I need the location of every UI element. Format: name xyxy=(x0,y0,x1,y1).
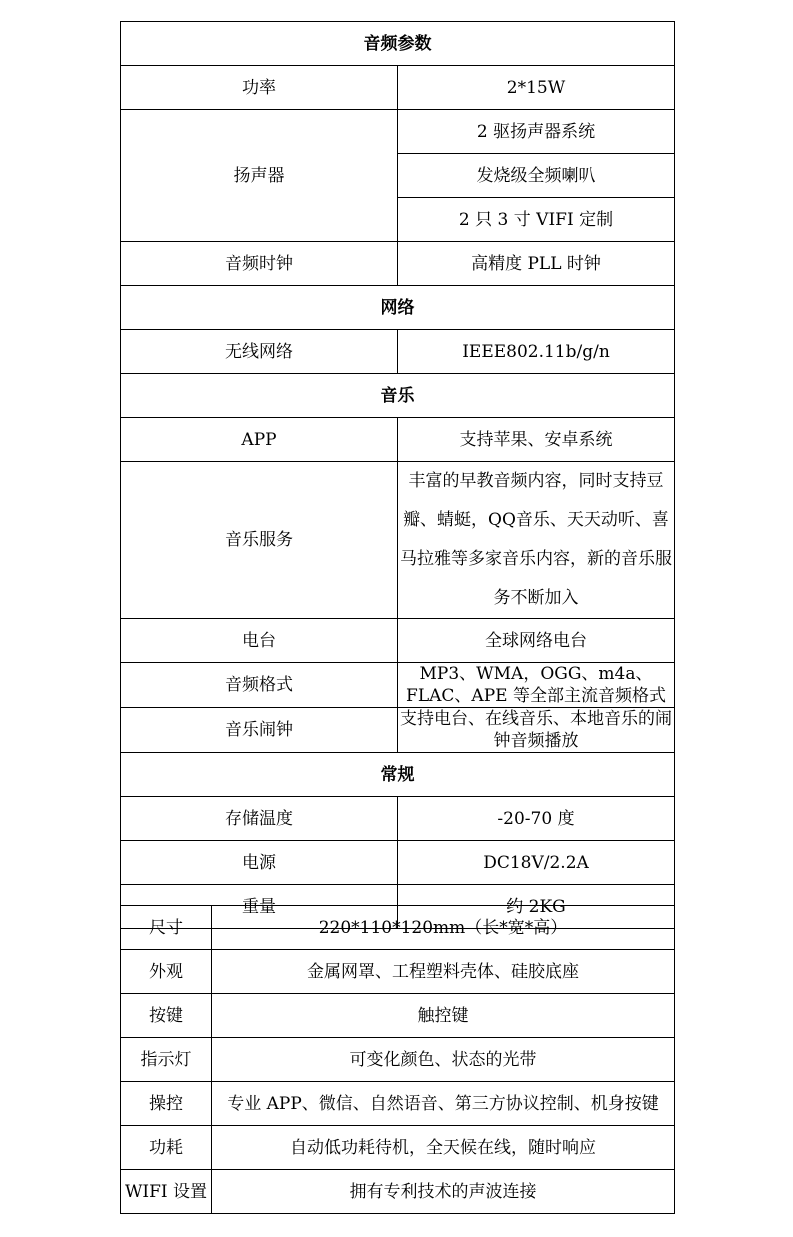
row-value-wireless: IEEE802.11b/g/n xyxy=(398,330,675,374)
section-header-general: 常规 xyxy=(121,753,675,797)
row-label-wifi: WIFI 设置 xyxy=(121,1170,212,1214)
row-value-app: 支持苹果、安卓系统 xyxy=(398,418,675,462)
row-label-look: 外观 xyxy=(121,950,212,994)
row-value-radio: 全球网络电台 xyxy=(398,619,675,663)
row-value-keys: 触控键 xyxy=(212,994,675,1038)
row-value-supply: DC18V/2.2A xyxy=(398,841,675,885)
row-value-size: 220*110*120mm（长*宽*高） xyxy=(212,906,675,950)
row-label-light: 指示灯 xyxy=(121,1038,212,1082)
row-value-consumption: 自动低功耗待机，全天候在线，随时响应 xyxy=(212,1126,675,1170)
row-value-speaker-2: 发烧级全频喇叭 xyxy=(398,154,675,198)
row-value-light: 可变化颜色、状态的光带 xyxy=(212,1038,675,1082)
row-label-app: APP xyxy=(121,418,398,462)
section-header-music: 音乐 xyxy=(121,374,675,418)
spec-table-main xyxy=(120,21,675,929)
row-value-weight: 约 2KG xyxy=(398,885,675,929)
row-label-power: 功率 xyxy=(121,66,398,110)
spec-table-continued xyxy=(120,905,675,1214)
row-value-look: 金属网罩、工程塑料壳体、硅胶底座 xyxy=(212,950,675,994)
row-label-radio: 电台 xyxy=(121,619,398,663)
row-label-service: 音乐服务 xyxy=(121,462,398,619)
row-label-speaker: 扬声器 xyxy=(121,110,398,242)
row-label-storage: 存储温度 xyxy=(121,797,398,841)
row-label-control: 操控 xyxy=(121,1082,212,1126)
row-label-weight: 重量 xyxy=(121,885,398,929)
row-label-supply: 电源 xyxy=(121,841,398,885)
row-value-alarm: 支持电台、在线音乐、本地音乐的闹钟音频播放 xyxy=(398,708,675,753)
row-value-clock: 高精度 PLL 时钟 xyxy=(398,242,675,286)
row-label-wireless: 无线网络 xyxy=(121,330,398,374)
row-value-wifi: 拥有专利技术的声波连接 xyxy=(212,1170,675,1214)
row-value-service: 丰富的早教音频内容，同时支持豆瓣、蜻蜓，QQ音乐、天天动听、喜马拉雅等多家音乐内容，新的音乐服务不断加入 xyxy=(398,462,675,619)
row-label-alarm: 音乐闹钟 xyxy=(121,708,398,753)
row-label-consumption: 功耗 xyxy=(121,1126,212,1170)
row-value-control: 专业 APP、微信、自然语音、第三方协议控制、机身按键 xyxy=(212,1082,675,1126)
row-label-clock: 音频时钟 xyxy=(121,242,398,286)
row-label-keys: 按键 xyxy=(121,994,212,1038)
row-value-speaker-1: 2 驱扬声器系统 xyxy=(398,110,675,154)
row-value-speaker-3: 2 只 3 寸 VIFI 定制 xyxy=(398,198,675,242)
row-value-format: MP3、WMA，OGG、m4a、FLAC、APE 等全部主流音频格式 xyxy=(398,663,675,708)
row-value-power: 2*15W xyxy=(398,66,675,110)
section-header-audio: 音频参数 xyxy=(121,22,675,66)
row-label-size: 尺寸 xyxy=(121,906,212,950)
section-header-network: 网络 xyxy=(121,286,675,330)
row-label-format: 音频格式 xyxy=(121,663,398,708)
row-value-storage: -20-70 度 xyxy=(398,797,675,841)
